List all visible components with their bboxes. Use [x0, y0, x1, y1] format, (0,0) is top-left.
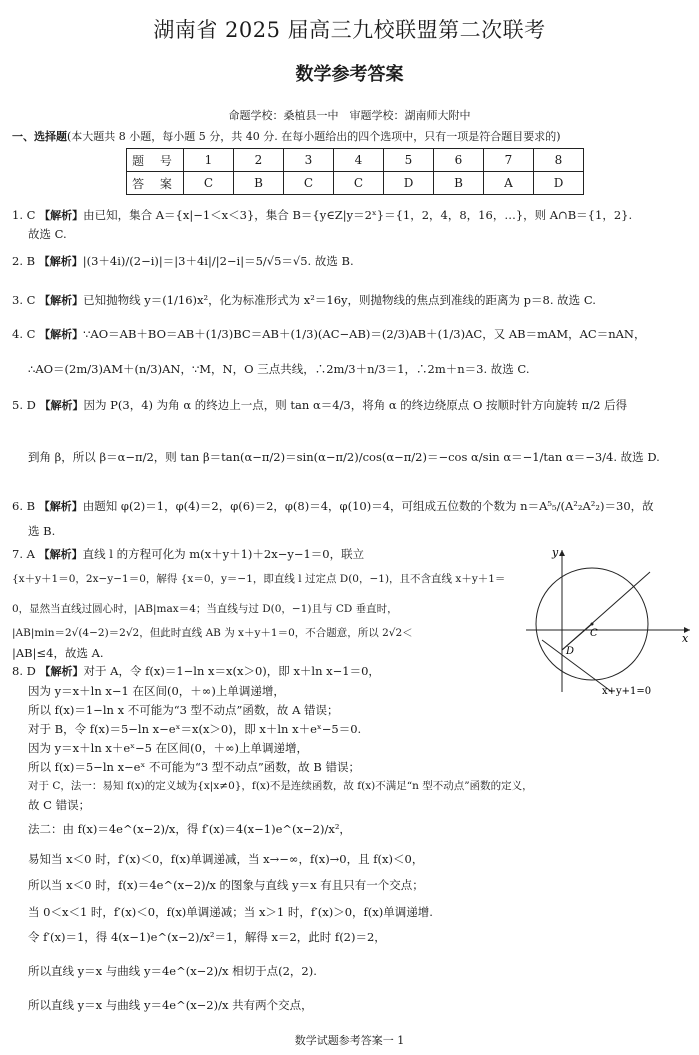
q4-line [12, 325, 646, 344]
answer-table-header-row [127, 149, 584, 172]
answer-cell: C [184, 172, 234, 195]
q-number: 1. C [12, 208, 36, 222]
analysis-tag: 【解析】 [39, 294, 84, 307]
q-number: 3. C [12, 293, 36, 307]
q7-line-4: |AB|min＝2√(4−2)＝2√2，但此时直线 AB 为 x＋y＋1＝0，不合题意，所以 2√2＜ [12, 627, 413, 639]
number-cell: 4 [334, 149, 384, 172]
answer-cell: D [534, 172, 584, 195]
number-cell: 2 [234, 149, 284, 172]
q8-line-15: 所以直线 y＝x 与曲线 y＝4e^(x−2)/x 共有两个交点， [28, 998, 313, 1012]
number-cell: 8 [534, 149, 584, 172]
section-label: 一、选择题 [12, 130, 67, 143]
q-text: 由已知，集合 A＝{x|−1＜x＜3}，集合 B＝{y∈Z|y＝2ˣ}＝{1，2，4，8，16，…}，则 A∩B＝{1，2}. [83, 208, 633, 222]
q-number: 5. D [12, 398, 36, 412]
line-label: x+y+1=0 [602, 686, 652, 697]
analysis-tag: 【解析】 [38, 255, 83, 268]
answer-cell: C [284, 172, 334, 195]
analysis-tag: 【解析】 [39, 328, 84, 341]
q1-line [12, 206, 632, 225]
q8-line-12: 当 0＜x＜1 时，f′(x)＜0，f(x)单调递减；当 x＞1 时，f′(x)＞0，f(x)单调递增. [28, 905, 433, 919]
q8-line [12, 662, 380, 681]
analysis-tag: 【解析】 [39, 209, 84, 222]
answer-table [126, 148, 584, 195]
q-text: 因为 P(3，4) 为角 α 的终边上一点，则 tan α＝4/3，将角 α 的终边绕原点 O 按顺时针方向旋转 π/2 后得 [83, 398, 628, 412]
q8-line-7: 对于 C，法一：易知 f(x)的定义域为{x|x≠0}，f(x)不是连续函数，故 f(x)不满足“n 型不动点”函数的定义， [28, 780, 533, 792]
q3-line [12, 291, 596, 310]
q5-line-2: 到角 β，所以 β＝α−π/2，则 tan β＝tan(α−π/2)＝sin(α−π/2)/cos(α−π/2)＝−cos α/sin α＝−1/tan α＝−3/4. 故选 D. [28, 450, 660, 464]
q5-line [12, 396, 627, 415]
line-x-y-1 [542, 640, 612, 692]
q-text: 直线 l 的方程可化为 m(x＋y＋1)＋2x−y−1＝0，联立 [82, 547, 365, 561]
q-text: 对于 A，令 f(x)＝1−ln x＝x(x＞0)，即 x＋ln x−1＝0， [83, 664, 380, 678]
q7-line [12, 545, 364, 564]
q2-line [12, 252, 354, 271]
number-cell: 1 [184, 149, 234, 172]
q8-line-14: 所以直线 y＝x 与曲线 y＝4e^(x−2)/x 相切于点(2，2). [28, 964, 317, 978]
q-text: ∵AO＝AB＋BO＝AB＋(1/3)BC＝AB＋(1/3)(AC−AB)＝(2/3)AB＋(1/3)AC，又 AB＝mAM，AC＝nAN， [83, 327, 646, 341]
q7-figure [522, 542, 694, 700]
q-text: |(3＋4i)/(2−i)|＝|3＋4i|/|2−i|＝5/√5＝√5. 故选 B. [82, 254, 354, 268]
number-cell: 3 [284, 149, 334, 172]
analysis-tag: 【解析】 [38, 548, 83, 561]
page-footer: 数学试题参考答案一 1 [294, 1034, 405, 1047]
section-heading [12, 128, 692, 144]
analysis-tag: 【解析】 [39, 399, 84, 412]
answer-cell: B [234, 172, 284, 195]
q8-line-11: 所以当 x＜0 时，f(x)＝4e^(x−2)/x 的图象与直线 y＝x 有且只有一个交点； [28, 878, 424, 892]
point-d-label: D [566, 646, 575, 657]
q8-line-2: 因为 y＝x＋ln x−1 在区间(0，＋∞)上单调递增， [28, 684, 285, 698]
q8-line-10: 易知当 x＜0 时，f′(x)＜0，f(x)单调递减，当 x→−∞，f(x)→0，且 f(x)＜0， [28, 852, 424, 866]
q6-line [12, 497, 654, 516]
y-axis-label: y [552, 546, 559, 559]
q7-line-5: |AB|≤4，故选 A. [12, 646, 104, 660]
x-axis-label: x [682, 632, 689, 645]
center-label: C [590, 628, 598, 639]
answer-cell: D [384, 172, 434, 195]
number-cell: 7 [484, 149, 534, 172]
section-desc: (本大题共 8 小题，每小题 5 分，共 40 分. 在每小题给出的四个选项中，只有一项是符合题目要求的) [67, 130, 561, 143]
answer-label-cell: 答 案 [127, 172, 184, 195]
q1-line-2: 故选 C. [28, 227, 67, 241]
answer-table-answer-row [127, 172, 584, 195]
answer-cell: B [434, 172, 484, 195]
makers-line: 命题学校：桑植县一中 审题学校：湖南师大附中 [228, 109, 471, 122]
analysis-tag: 【解析】 [39, 665, 84, 678]
q8-line-6: 所以 f(x)＝5−ln x−eˣ 不可能为“3 型不动点”函数，故 B 错误； [28, 760, 361, 774]
q8-line-8: 故 C 错误； [28, 798, 91, 812]
q8-line-9: 法二：由 f(x)＝4e^(x−2)/x，得 f′(x)＝4(x−1)e^(x−2)/x²， [28, 822, 351, 836]
answer-cell: C [334, 172, 384, 195]
q-text: 由题知 φ(2)＝1，φ(4)＝2，φ(6)＝2，φ(8)＝4，φ(10)＝4，可组成五位数的个数为 n＝A⁵₅/(A²₂A²₂)＝30，故 [82, 499, 654, 513]
q-number: 8. D [12, 664, 36, 678]
q4-line-2: ∴AO＝(2m/3)AM＋(n/3)AN，∵M，N，O 三点共线，∴2m/3＋n/3＝1，∴2m＋n＝3. 故选 C. [28, 362, 530, 376]
analysis-tag: 【解析】 [38, 500, 83, 513]
q-number: 4. C [12, 327, 36, 341]
q6-line-2: 选 B. [28, 524, 56, 538]
q-number: 6. B [12, 499, 36, 513]
answer-cell: A [484, 172, 534, 195]
q-number: 7. A [12, 547, 35, 561]
page-title: 湖南省 2025 届高三九校联盟第二次联考 [153, 18, 546, 42]
q-number: 2. B [12, 254, 36, 268]
number-cell: 6 [434, 149, 484, 172]
number-cell: 5 [384, 149, 434, 172]
q8-line-13: 令 f′(x)＝1，得 4(x−1)e^(x−2)/x²＝1，解得 x＝2，此时 f(2)＝2， [28, 930, 386, 944]
q8-line-4: 对于 B，令 f(x)＝5−ln x−eˣ＝x(x＞0)，即 x＋ln x＋eˣ−5＝0. [28, 722, 362, 736]
header-label-cell: 题 号 [127, 149, 184, 172]
q8-line-3: 所以 f(x)＝1−ln x 不可能为“3 型不动点”函数，故 A 错误； [28, 703, 339, 717]
q8-line-5: 因为 y＝x＋ln x＋eˣ−5 在区间(0，＋∞)上单调递增， [28, 741, 309, 755]
q7-line-3: 0，显然当直线过圆心时，|AB|max＝4；当直线与过 D(0，−1)且与 CD 垂直时， [12, 603, 398, 615]
q-text: 已知抛物线 y＝(1/16)x²，化为标准形式为 x²＝16y，则抛物线的焦点到准线的距离为 p＝8. 故选 C. [83, 293, 596, 307]
page-subtitle: 数学参考答案 [295, 64, 404, 85]
q7-line-2: {x＋y＋1＝0，2x−y−1＝0，解得 {x＝0，y＝−1，即直线 l 过定点 D(0，−1)，且不含直线 x＋y＋1＝ [12, 573, 506, 585]
y-axis-arrow-icon [559, 550, 565, 556]
